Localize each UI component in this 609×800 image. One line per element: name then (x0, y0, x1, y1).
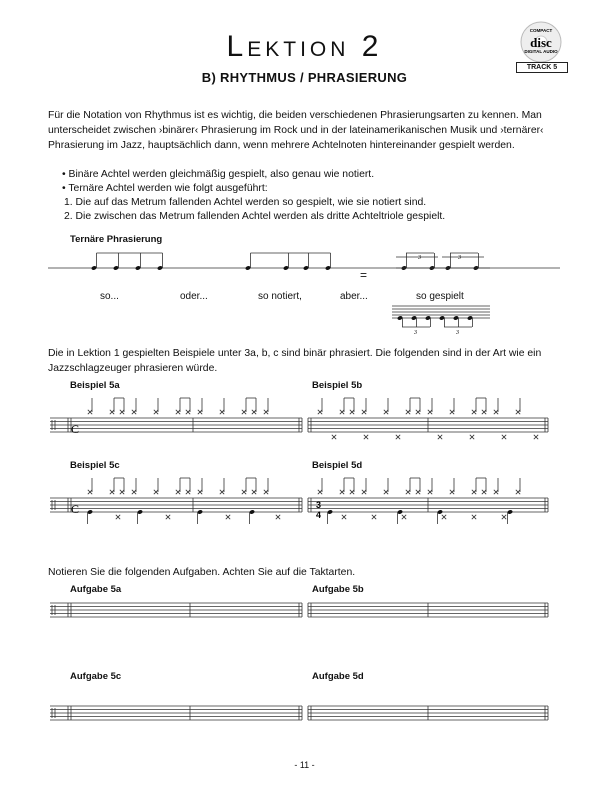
example-5c-label: Beispiel 5c (70, 460, 120, 471)
time-sig-5c: C (71, 502, 80, 516)
task-5c-label: Aufgabe 5c (70, 671, 122, 682)
example-5a-label: Beispiel 5a (70, 380, 120, 391)
phrasing-heading: Ternäre Phrasierung (70, 234, 163, 245)
label-so-gespielt: so gespielt (416, 291, 464, 302)
bullet-binary: • Binäre Achtel werden gleichmäßig gespielt, also genau wie notiert. (62, 169, 375, 180)
time-sig-5d-top: 3 (316, 500, 322, 510)
rule-2: 2. Die zwischen das Metrum fallenden Achtel werden als dritte Achteltriole gespielt. (64, 211, 446, 222)
example-5d-label: Beispiel 5d (312, 460, 363, 471)
example-5b-label: Beispiel 5b (312, 380, 363, 391)
time-sig-5a: C (71, 422, 80, 436)
label-so: so... (100, 291, 119, 302)
intro-paragraph: Für die Notation von Rhythmus ist es wichtig, die beiden verschiedenen Phrasierungsarten zu kennen. Man unterscheidet zwischen ›binärer‹ Phrasierung im Rock und in der lateinamerikanischen Musik und ›ternärer‹ Phrasierung im Jazz, hauptsächlich dann, wenn mehrere Achtelnoten hintereinander gespielt werden. (48, 110, 544, 151)
label-so-notiert: so notiert, (258, 291, 302, 302)
rule-1: 1. Die auf das Metrum fallenden Achtel werden so gespielt, wie sie notiert sind. (64, 197, 427, 208)
triplet-3a: 3 (418, 255, 421, 261)
lesson-title: Lektion 2 (226, 30, 383, 63)
triplet-3c: 3 (414, 330, 417, 336)
bullet-ternary: • Ternäre Achtel werden wie folgt ausgeführt: (62, 183, 268, 194)
cd-logo-disc: disc (530, 35, 552, 50)
equals-sign: = (360, 268, 368, 282)
transition-paragraph: Die in Lektion 1 gespielten Beispiele unter 3a, b, c sind binär phrasiert. Die folgenden sind in der Art wie ein Jazzschlagzeuger phrasieren würde. (48, 348, 542, 374)
label-oder: oder... (180, 291, 208, 302)
triplet-3d: 3 (456, 330, 459, 336)
track-badge: TRACK 5 (516, 62, 568, 73)
label-aber: aber... (340, 291, 368, 302)
triplet-3b: 3 (458, 255, 461, 261)
cd-logo-bottom: DIGITAL AUDIO (524, 49, 558, 54)
task-5d-label: Aufgabe 5d (312, 671, 364, 682)
task-5b-label: Aufgabe 5b (312, 584, 364, 595)
cd-logo-top: COMPACT (529, 28, 553, 33)
task-instruction: Notieren Sie die folgenden Aufgaben. Achten Sie auf die Taktarten. (48, 567, 356, 578)
page-number: - 11 - (294, 760, 315, 770)
time-sig-5d-bottom: 4 (316, 510, 322, 520)
task-5a-label: Aufgabe 5a (70, 584, 122, 595)
section-subtitle: B) RHYTHMUS / PHRASIERUNG (201, 70, 408, 85)
